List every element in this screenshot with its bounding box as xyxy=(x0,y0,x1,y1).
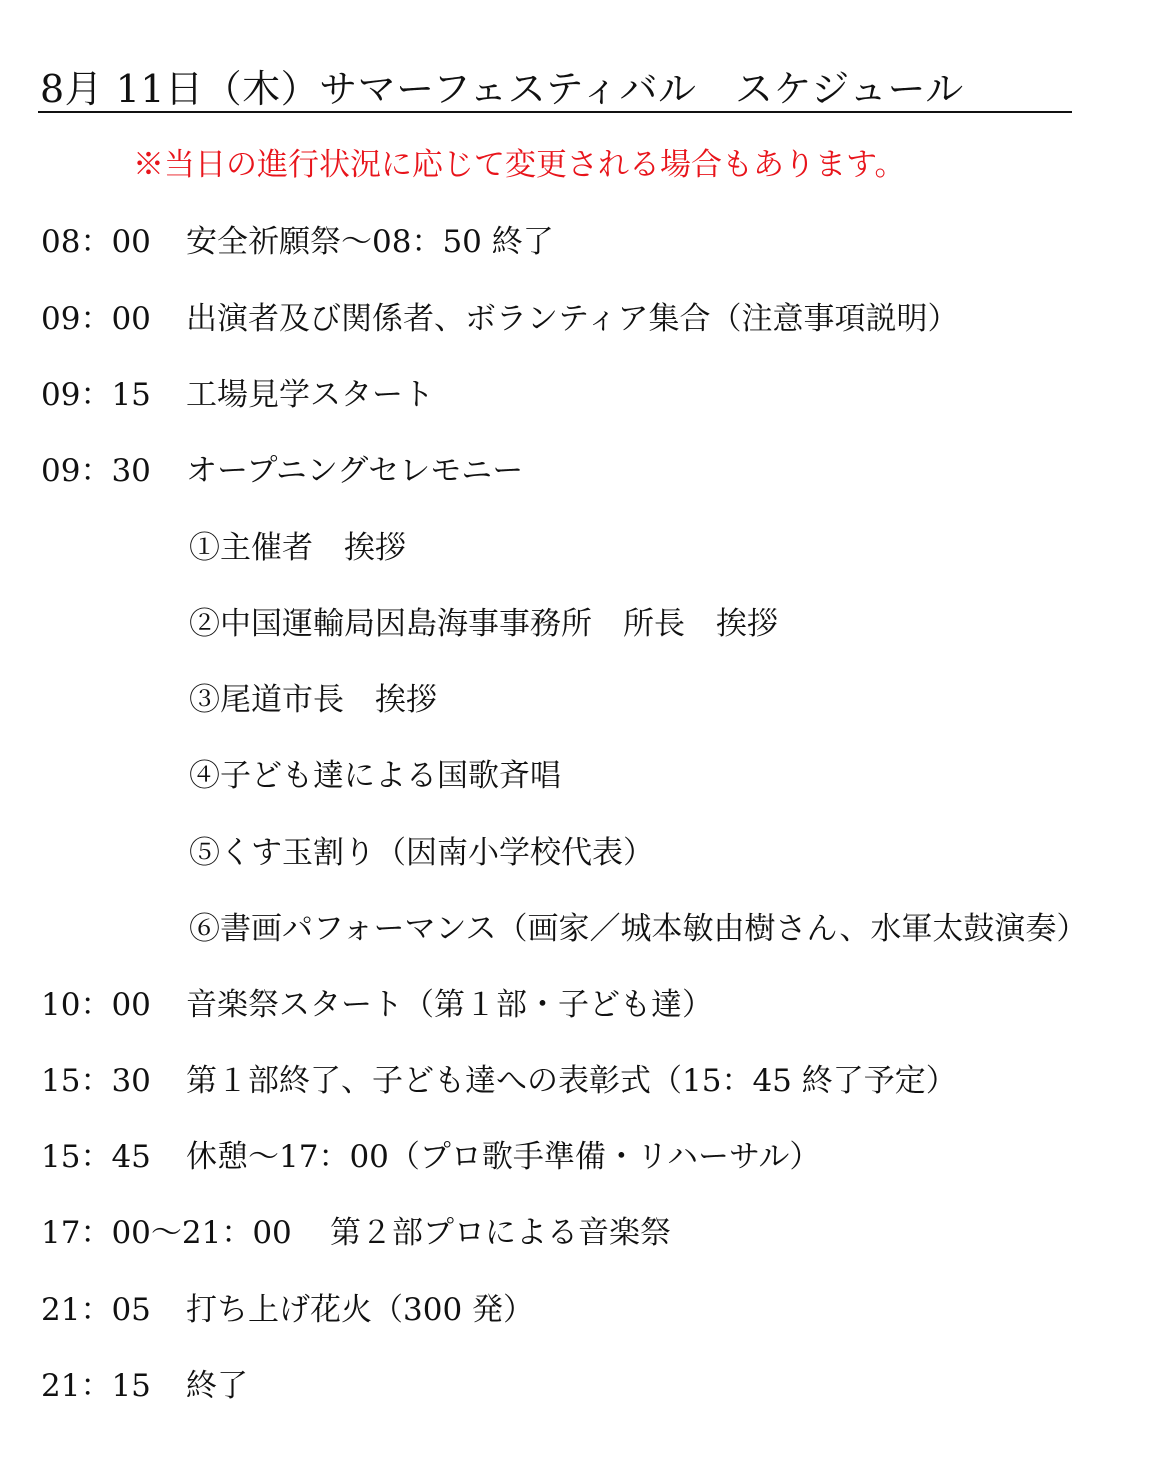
schedule-text: 休憩～17：00（プロ歌手準備・リハーサル） xyxy=(186,1139,821,1175)
schedule-text: 安全祈願祭～08：50 終了 xyxy=(186,224,554,260)
schedule-time: 15：45 xyxy=(41,1139,151,1175)
ceremony-item-5: ⑤くす玉割り（因南小学校代表） xyxy=(189,835,654,871)
ceremony-item-3: ③尾道市長 挨拶 xyxy=(189,682,437,718)
change-notice: ※当日の進行状況に応じて変更される場合もあります。 xyxy=(133,147,906,183)
title-underline xyxy=(38,111,1072,113)
ceremony-item-4: ④子ども達による国歌斉唱 xyxy=(189,758,561,794)
ceremony-item-2: ②中国運輸局因島海事事務所 所長 挨拶 xyxy=(189,606,778,642)
schedule-time: 09：30 xyxy=(41,453,151,489)
page-title: 8月 11日（木）サマーフェスティバル スケジュール xyxy=(40,67,964,111)
schedule-text: 工場見学スタート xyxy=(186,377,434,413)
schedule-time: 09：15 xyxy=(41,377,151,413)
schedule-text: 第２部プロによる音楽祭 xyxy=(330,1215,671,1251)
schedule-text: オープニングセレモニー xyxy=(186,453,524,489)
schedule-time: 10：00 xyxy=(41,987,151,1023)
schedule-text: 音楽祭スタート（第１部・子ども達） xyxy=(186,987,713,1023)
schedule-text: 終了 xyxy=(186,1368,248,1404)
schedule-text: 打ち上げ花火（300 発） xyxy=(186,1292,535,1328)
schedule-time: 15：30 xyxy=(41,1063,151,1099)
schedule-time: 21：15 xyxy=(41,1368,151,1404)
ceremony-item-6: ⑥書画パフォーマンス（画家／城本敏由樹さん、水軍太鼓演奏） xyxy=(189,911,1088,947)
ceremony-item-1: ①主催者 挨拶 xyxy=(189,530,406,566)
schedule-text: 出演者及び関係者、ボランティア集合（注意事項説明） xyxy=(186,301,959,337)
schedule-time: 21：05 xyxy=(41,1292,151,1328)
schedule-text: 第１部終了、子ども達への表彰式（15：45 終了予定） xyxy=(186,1063,957,1099)
schedule-time: 17：00～21：00 xyxy=(41,1215,292,1251)
schedule-time: 08：00 xyxy=(41,224,151,260)
schedule-time: 09：00 xyxy=(41,301,151,337)
